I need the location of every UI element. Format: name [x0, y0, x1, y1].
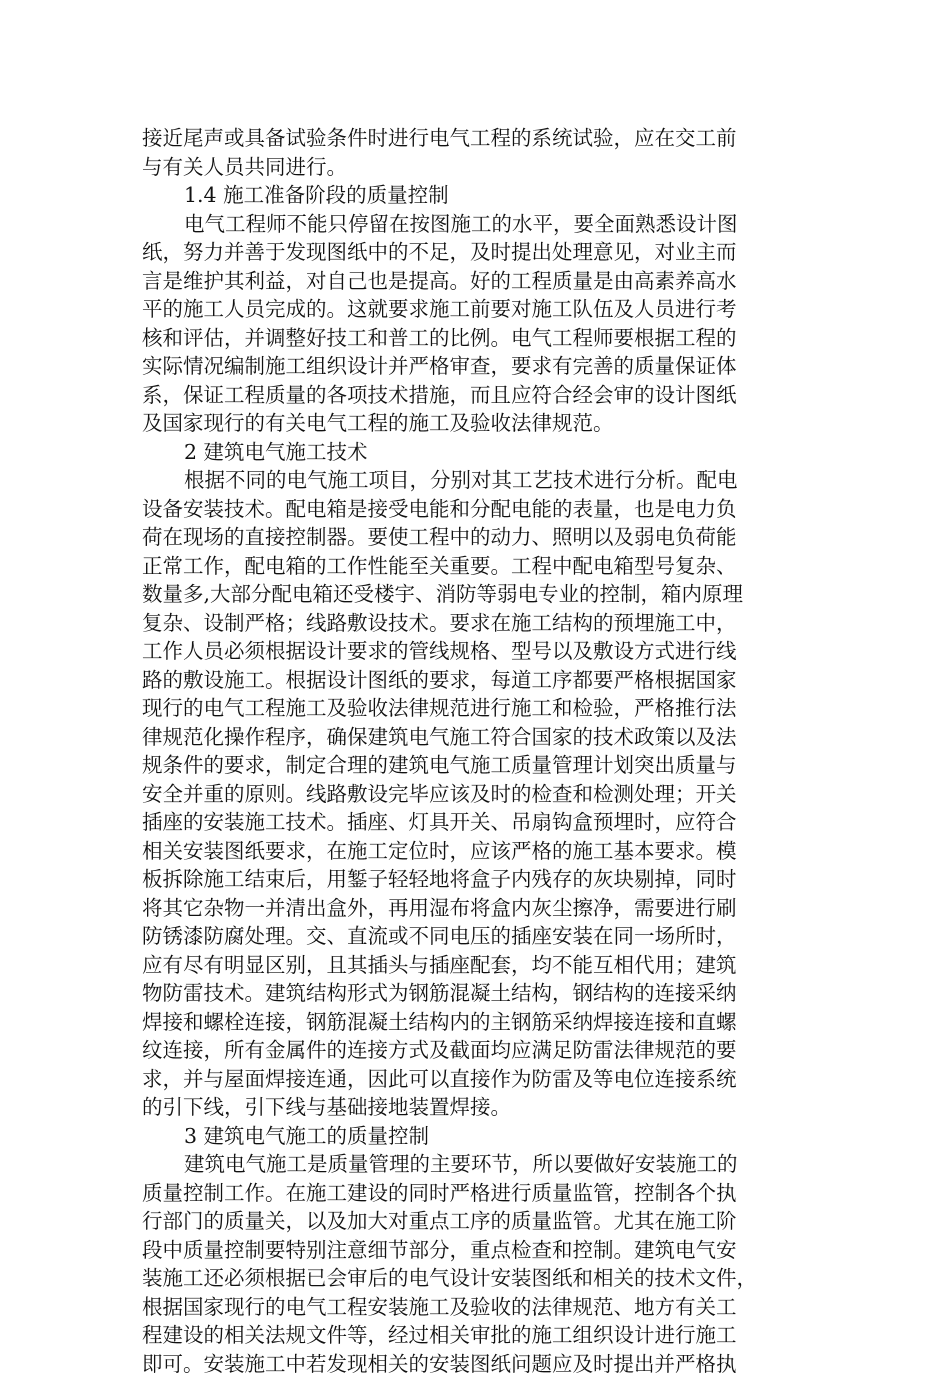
text-line: 插座的安装施工技术。插座、灯具开关、吊扇钩盒预埋时，应符合	[142, 808, 808, 837]
text-line: 根据不同的电气施工项目，分别对其工艺技术进行分析。配电	[142, 466, 808, 495]
text-line: 工作人员必须根据设计要求的管线规格、型号以及敷设方式进行线	[142, 637, 808, 666]
text-line: 复杂、设制严格；线路敷设技术。要求在施工结构的预埋施工中，	[142, 609, 808, 638]
section-heading: 2 建筑电气施工技术	[142, 438, 808, 467]
text-line: 律规范化操作程序，确保建筑电气施工符合国家的技术政策以及法	[142, 723, 808, 752]
text-line: 建筑电气施工是质量管理的主要环节，所以要做好安装施工的	[142, 1150, 808, 1179]
text-line: 程建设的相关法规文件等，经过相关审批的施工组织设计进行施工	[142, 1321, 808, 1350]
text-line: 的引下线，引下线与基础接地装置焊接。	[142, 1093, 808, 1122]
text-line: 纸，努力并善于发现图纸中的不足，及时提出处理意见，对业主而	[142, 238, 808, 267]
text-line: 将其它杂物一并清出盒外，再用湿布将盒内灰尘擦净，需要进行刷	[142, 894, 808, 923]
text-line: 段中质量控制要特别注意细节部分，重点检查和控制。建筑电气安	[142, 1236, 808, 1265]
text-line: 安全并重的原则。线路敷设完毕应该及时的检查和检测处理；开关	[142, 780, 808, 809]
section-heading: 1.4 施工准备阶段的质量控制	[142, 181, 808, 210]
text-line: 防锈漆防腐处理。交、直流或不同电压的插座安装在同一场所时，	[142, 922, 808, 951]
text-line: 系，保证工程质量的各项技术措施，而且应符合经会审的设计图纸	[142, 381, 808, 410]
text-line: 实际情况编制施工组织设计并严格审查，要求有完善的质量保证体	[142, 352, 808, 381]
text-line: 接近尾声或具备试验条件时进行电气工程的系统试验，应在交工前	[142, 124, 808, 153]
text-line: 电气工程师不能只停留在按图施工的水平，要全面熟悉设计图	[142, 210, 808, 239]
text-line: 荷在现场的直接控制器。要使工程中的动力、照明以及弱电负荷能	[142, 523, 808, 552]
text-line: 正常工作，配电箱的工作性能至关重要。工程中配电箱型号复杂、	[142, 552, 808, 581]
text-line: 行部门的质量关，以及加大对重点工序的质量监管。尤其在施工阶	[142, 1207, 808, 1236]
section-heading: 3 建筑电气施工的质量控制	[142, 1122, 808, 1151]
text-line: 数量多,大部分配电箱还受楼宇、消防等弱电专业的控制，箱内原理	[142, 580, 808, 609]
text-line: 纹连接，所有金属件的连接方式及截面均应满足防雷法律规范的要	[142, 1036, 808, 1065]
text-line: 根据国家现行的电气工程安装施工及验收的法律规范、地方有关工	[142, 1293, 808, 1322]
text-line: 装施工还必须根据已会审后的电气设计安装图纸和相关的技术文件，	[142, 1264, 808, 1293]
document-body	[142, 124, 808, 1378]
text-line: 应有尽有明显区别，且其插头与插座配套，均不能互相代用；建筑	[142, 951, 808, 980]
text-line: 现行的电气工程施工及验收法律规范进行施工和检验，严格推行法	[142, 694, 808, 723]
text-line: 与有关人员共同进行。	[142, 153, 808, 182]
text-line: 平的施工人员完成的。这就要求施工前要对施工队伍及人员进行考	[142, 295, 808, 324]
text-line: 相关安装图纸要求，在施工定位时，应该严格的施工基本要求。模	[142, 837, 808, 866]
text-line: 求，并与屋面焊接连通，因此可以直接作为防雷及等电位连接系统	[142, 1065, 808, 1094]
text-line: 设备安装技术。配电箱是接受电能和分配电能的表量，也是电力负	[142, 495, 808, 524]
text-line: 言是维护其利益，对自己也是提高。好的工程质量是由高素养高水	[142, 267, 808, 296]
text-line: 核和评估，并调整好技工和普工的比例。电气工程师要根据工程的	[142, 324, 808, 353]
text-line: 焊接和螺栓连接，钢筋混凝土结构内的主钢筋采纳焊接连接和直螺	[142, 1008, 808, 1037]
text-line: 路的敷设施工。根据设计图纸的要求，每道工序都要严格根据国家	[142, 666, 808, 695]
text-line: 规条件的要求，制定合理的建筑电气施工质量管理计划突出质量与	[142, 751, 808, 780]
text-line: 板拆除施工结束后，用錾子轻轻地将盒子内残存的灰块剔掉，同时	[142, 865, 808, 894]
text-line: 即可。安装施工中若发现相关的安装图纸问题应及时提出并严格执	[142, 1350, 808, 1378]
text-line: 质量控制工作。在施工建设的同时严格进行质量监管，控制各个执	[142, 1179, 808, 1208]
text-line: 物防雷技术。建筑结构形式为钢筋混凝土结构，钢结构的连接采纳	[142, 979, 808, 1008]
text-line: 及国家现行的有关电气工程的施工及验收法律规范。	[142, 409, 808, 438]
